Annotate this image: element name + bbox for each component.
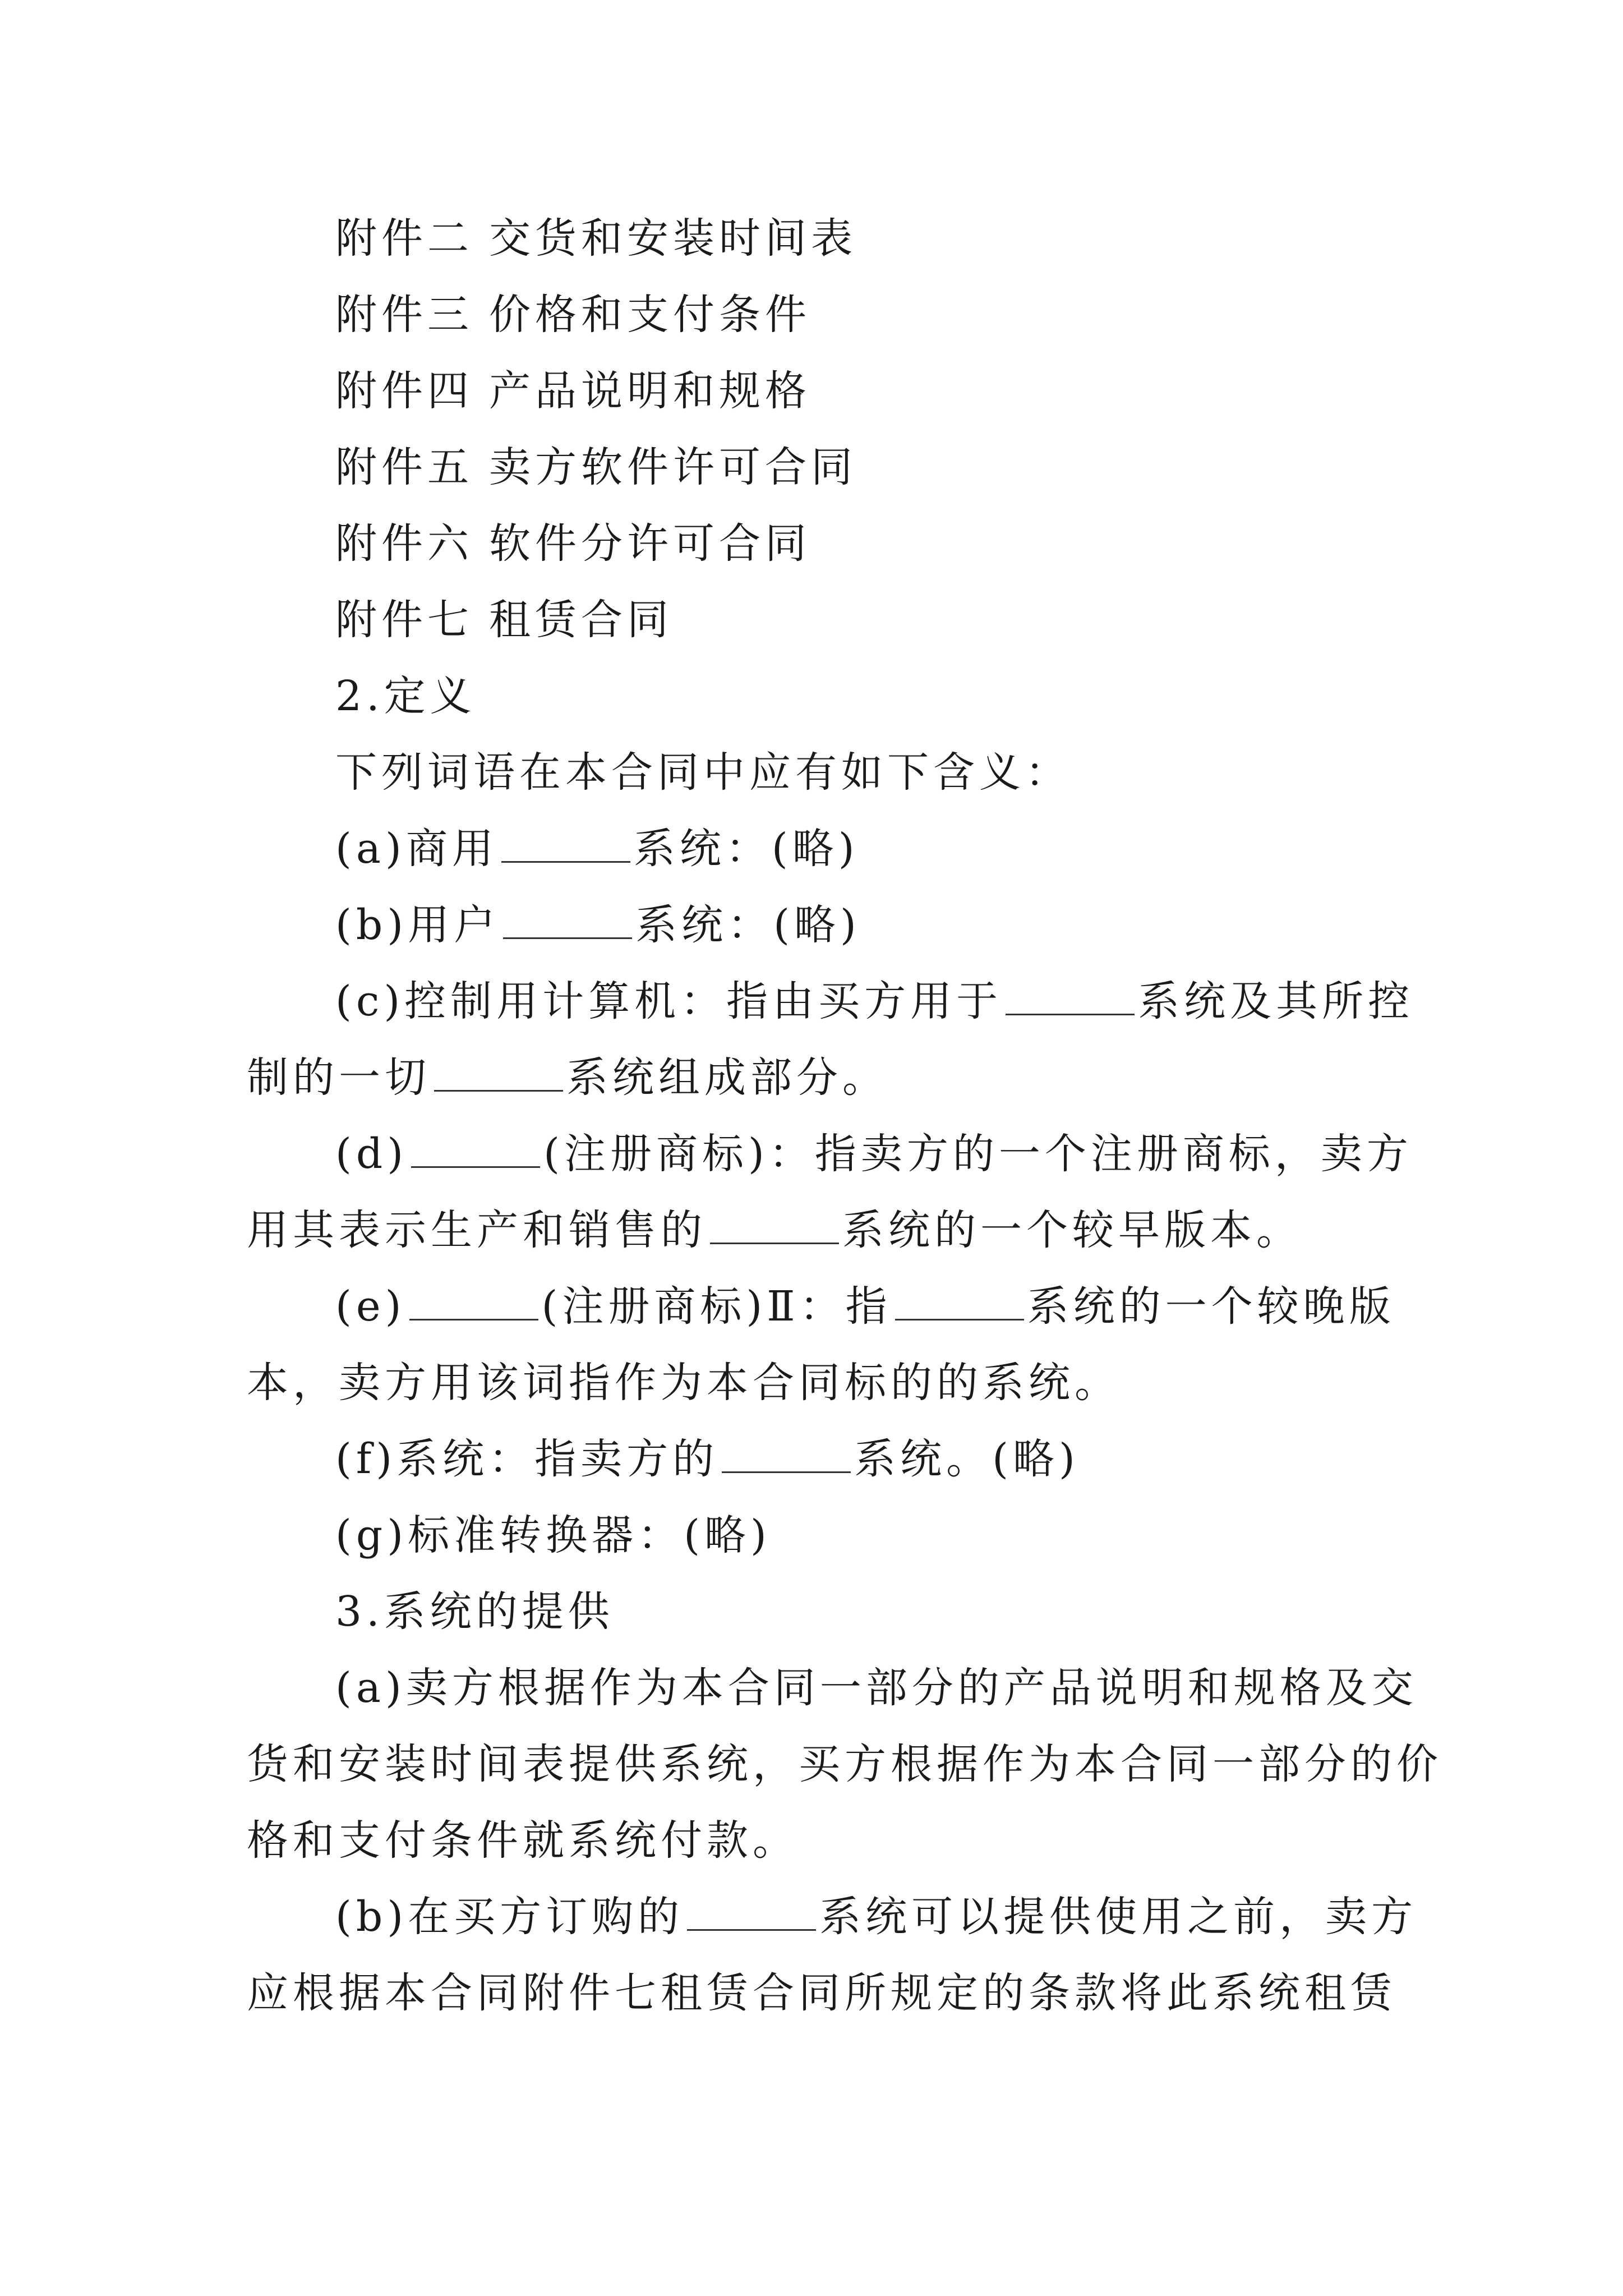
- annex-title: 租赁合同: [489, 596, 673, 644]
- definition-item-continued: [247, 1205, 1302, 1255]
- paragraph-line: 货和安装时间表提供系统，买方根据作为本合同一部分的价: [247, 1740, 1442, 1788]
- blank-line: [434, 1087, 563, 1092]
- blank-line: [1006, 1010, 1135, 1015]
- annex-item: [335, 366, 811, 416]
- text-span: (c)控制用计算机：指由买方用于: [335, 977, 1003, 1025]
- annex-item: [335, 518, 811, 569]
- blank-line: [687, 1926, 816, 1931]
- text-span: 系统：(略): [633, 825, 859, 873]
- annex-number: 附件二: [335, 214, 473, 263]
- annex-item: [335, 442, 857, 493]
- definition-item: (g)标准转换器：(略): [335, 1511, 771, 1559]
- section-heading: 3.系统的提供: [335, 1588, 614, 1636]
- text-span: (注册商标)：指卖方的一个注册商标，卖方: [543, 1130, 1413, 1178]
- definition-item: [335, 900, 861, 950]
- annex-number: 附件四: [335, 367, 473, 415]
- definition-item: [335, 1129, 1413, 1179]
- text-span: (d): [335, 1130, 408, 1178]
- blank-line: [411, 1163, 540, 1168]
- paragraph-line: [335, 1892, 1417, 1942]
- text-span: (e): [335, 1282, 406, 1331]
- text-span: (a)商用: [335, 825, 498, 873]
- blank-line: [409, 1315, 538, 1320]
- blank-line: [503, 934, 632, 939]
- annex-title: 卖方软件许可合同: [489, 443, 857, 491]
- annex-item: [335, 595, 673, 645]
- annex-title: 产品说明和规格: [489, 367, 811, 415]
- paragraph-line: 应根据本合同附件七租赁合同所规定的条款将此系统租赁: [247, 1969, 1396, 2017]
- definition-item: [335, 1281, 1395, 1332]
- annex-title: 价格和支付条件: [489, 291, 811, 339]
- text-span: 系统组成部分。: [566, 1053, 888, 1102]
- definition-item: [335, 976, 1414, 1027]
- text-span: (b)在买方订购的: [335, 1893, 684, 1941]
- definition-item-continued: 本，卖方用该词指作为本合同标的的系统。: [247, 1359, 1121, 1407]
- text-span: 系统：(略): [635, 901, 861, 949]
- blank-line: [722, 1468, 851, 1473]
- blank-line: [895, 1315, 1024, 1320]
- text-span: 系统的一个较晚版: [1027, 1282, 1395, 1331]
- text-span: (注册商标)Ⅱ：指: [541, 1282, 892, 1331]
- definition-item-continued: [247, 1052, 888, 1103]
- text-span: (b)用户: [335, 901, 500, 949]
- annex-number: 附件六: [335, 519, 473, 568]
- annex-item: [335, 213, 857, 264]
- text-span: 制的一切: [247, 1053, 431, 1102]
- paragraph-line: (a)卖方根据作为本合同一部分的产品说明和规格及交: [335, 1664, 1418, 1712]
- blank-line: [710, 1239, 839, 1244]
- text-span: (f)系统：指卖方的: [335, 1435, 719, 1483]
- text-span: 系统可以提供使用之前，卖方: [819, 1893, 1418, 1941]
- section-heading: 2.定义: [335, 672, 476, 720]
- annex-title: 交货和安装时间表: [489, 214, 857, 263]
- text-span: 用其表示生产和销售的: [247, 1206, 707, 1254]
- text-span: 系统的一个较早版本。: [842, 1206, 1302, 1254]
- annex-number: 附件五: [335, 443, 473, 491]
- paragraph-line: 下列词语在本合同中应有如下含义：: [335, 748, 1071, 797]
- blank-line: [501, 858, 630, 863]
- annex-number: 附件七: [335, 596, 473, 644]
- text-span: 系统及其所控: [1138, 977, 1414, 1025]
- definition-item: [335, 1434, 1080, 1484]
- annex-number: 附件三: [335, 291, 473, 339]
- annex-item: [335, 289, 811, 340]
- definition-item: [335, 823, 859, 874]
- text-span: 系统。(略): [854, 1435, 1080, 1483]
- annex-title: 软件分许可合同: [489, 519, 811, 568]
- paragraph-line: 格和支付条件就系统付款。: [247, 1816, 799, 1865]
